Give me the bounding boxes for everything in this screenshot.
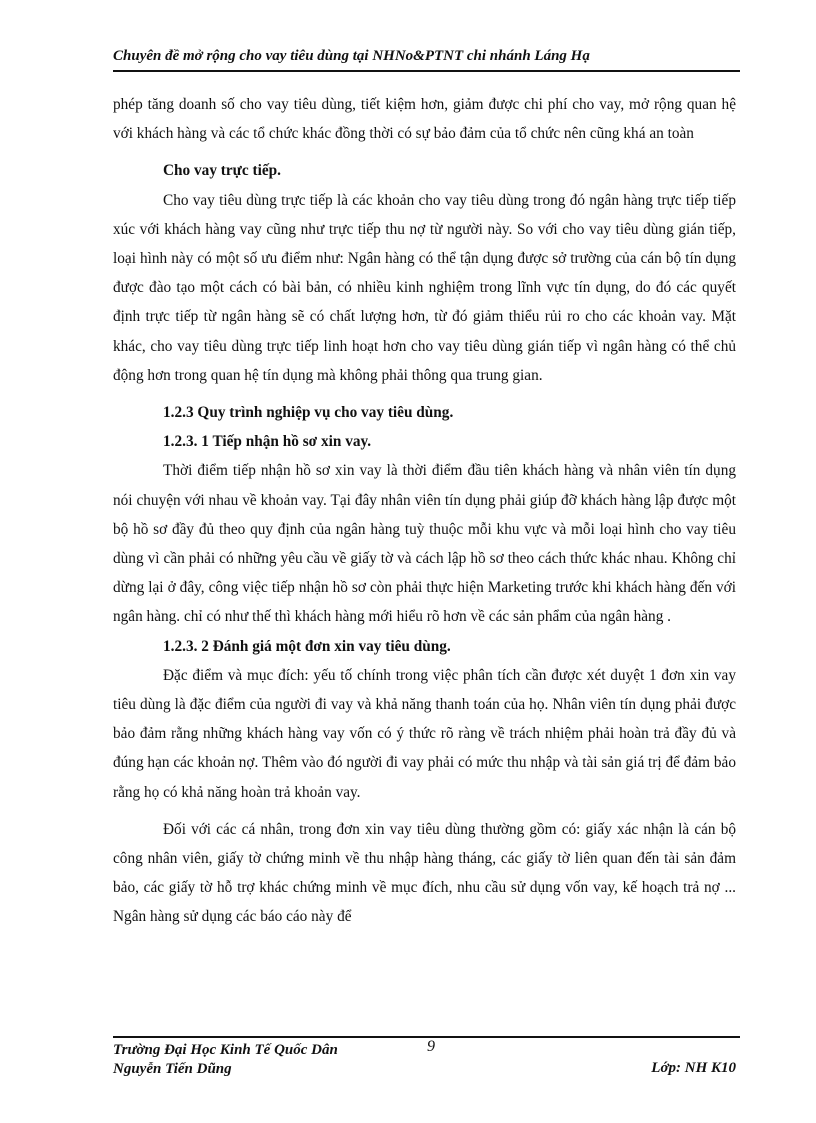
header-divider [113,70,740,72]
paragraph-direct-lending: Cho vay tiêu dùng trực tiếp là các khoản cho vay tiêu dùng trong đó ngân hàng trực tiếp tiếp xúc với khách hàng vay cũng như trực tiếp thu nợ từ người này. So với cho vay tiêu dùng gián tiếp, loại hình này có một số ưu điểm như: Ngân hàng có thể tận dụng được sở trường của cán bộ tín dụng được đào tạo một cách có bài bản, có nhiều kinh nghiệm trong lĩnh vực tín dụng, do đó các quyết định trực tiếp từ ngân hàng sẽ có chất lượng hơn, từ đó giảm thiểu rủi ro cho các khoản vay. Mặt khác, cho vay tiêu dùng trực tiếp linh hoạt hơn cho vay tiêu dùng gián tiếp vì ngân hàng có thể chủ động hơn trong quan hệ tín dụng mà không phải thông qua trung gian. [113,191,736,384]
footer-author: Nguyễn Tiến Dũng [113,1061,232,1077]
paragraph-characteristics: Đặc điểm và mục đích: yếu tố chính trong việc phân tích cần được xét duyệt 1 đơn xin vay tiêu dùng là đặc điểm của người đi vay và khả năng thanh toán của họ. Nhân viên tín dụng phải được bảo đảm rằng những khách hàng vay vốn có ý thức rõ ràng về trách nhiệm phải hoàn trả đầy đủ và đúng hạn các khoản nợ. Thêm vào đó người đi vay phải có mức thu nhập và tài sản giá trị để đảm bảo rằng họ có khả năng hoàn trả khoản vay. [113,666,736,801]
paragraph-intro: phép tăng doanh số cho vay tiêu dùng, tiết kiệm hơn, giảm được chi phí cho vay, mở rộng quan hệ với khách hàng và các tổ chức khác đồng thời có sự bảo đảm của tổ chức nên cũng khá an toàn [113,96,736,143]
paragraph-receive-application: Thời điểm tiếp nhận hồ sơ xin vay là thời điểm đầu tiên khách hàng và nhân viên tín dụng nói chuyện với nhau về khoản vay. Tại đây nhân viên tín dụng phải giúp đỡ khách hàng lập được một bộ hồ sơ đầy đủ theo quy định của ngân hàng tuỳ thuộc mỗi khu vực và mỗi loại hình cho vay tiêu dùng vì cần phải có những yêu cầu về giấy tờ và cách lập hồ sơ theo cách thức khác nhau. Không chỉ dừng lại ở đây, công việc tiếp nhận hồ sơ còn phải thực hiện Marketing trước khi khách hàng đến với ngân hàng. chỉ có như thế thì khách hàng mới hiểu rõ hơn về các sản phẩm của ngân hàng . [113,462,736,626]
footer-school: Trường Đại Học Kinh Tế Quốc Dân [113,1042,338,1058]
document-body [113,90,736,932]
heading-evaluate-application: 1.2.3. 2 Đánh giá một đơn xin vay tiêu dùng. [163,637,451,655]
heading-receive-application: 1.2.3. 1 Tiếp nhận hồ sơ xin vay. [163,433,372,451]
page-header-title: Chuyên đề mở rộng cho vay tiêu dùng tại NHNo&PTNT chi nhánh Láng Hạ [113,48,590,64]
footer-left-block [113,1041,338,1079]
footer-class: Lớp: NH K10 [651,1060,736,1076]
heading-process: 1.2.3 Quy trình nghiệp vụ cho vay tiêu dùng. [163,404,454,422]
heading-direct-lending: Cho vay trực tiếp. [163,162,281,180]
page-number: 9 [427,1038,435,1055]
paragraph-individuals: Đối với các cá nhân, trong đơn xin vay tiêu dùng thường gồm có: giấy xác nhận là cán bộ công nhân viên, giấy tờ chứng minh về thu nhập hàng tháng, các giấy tờ liên quan đến tài sản đảm bảo, các giấy tờ hỗ trợ khác chứng minh về mục đích, nhu cầu sử dụng vốn vay, kế hoạch trả nợ ... Ngân hàng sử dụng các báo cáo này để [113,820,736,926]
